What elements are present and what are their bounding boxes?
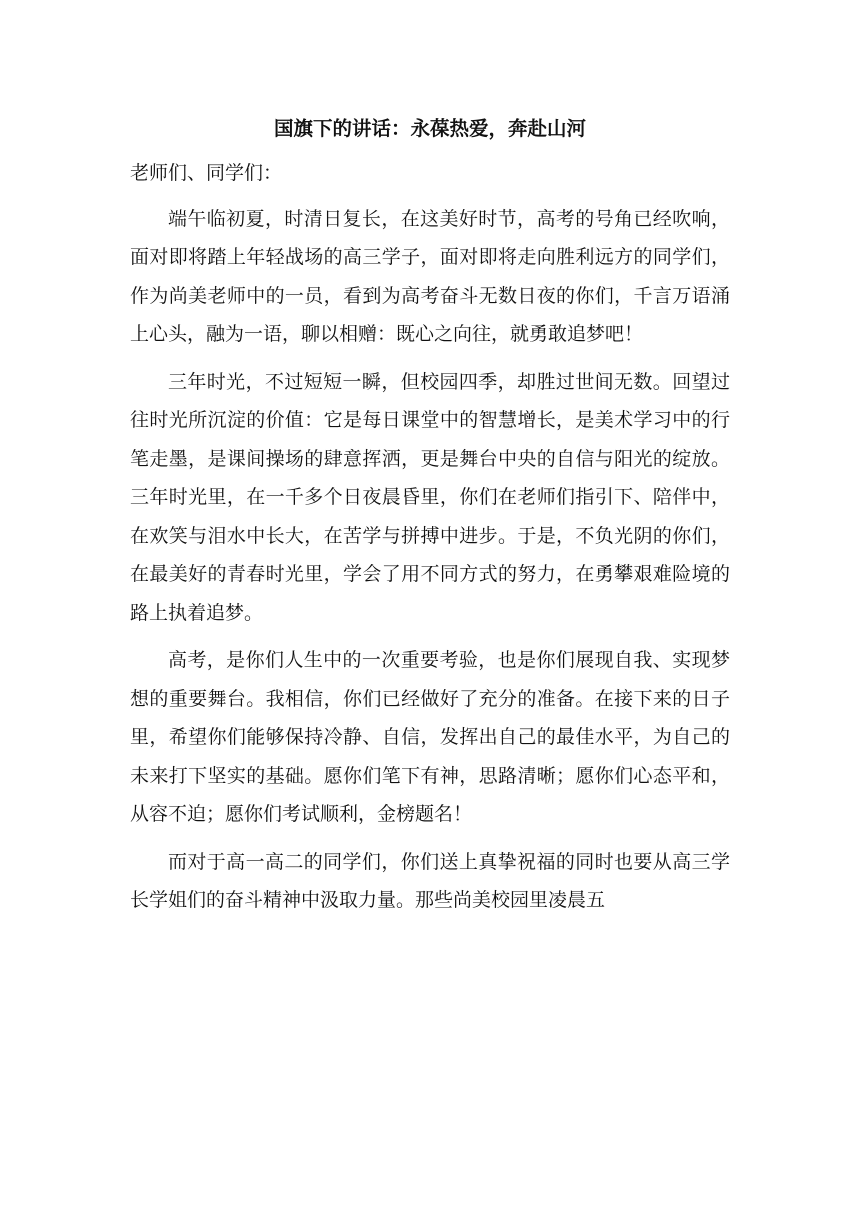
greeting: 老师们、同学们：: [130, 162, 283, 184]
document-title: 国旗下的讲话：永葆热爱，奔赴山河: [273, 117, 586, 140]
paragraph-4: 而对于高一高二的同学们，你们送上真挚祝福的同时也要从高三学长学姐们的奋斗精神中汲取力量。那些尚美校园里凌晨五: [130, 850, 730, 911]
document-body: [130, 110, 730, 929]
paragraph-3: 高考，是你们人生中的一次重要考验，也是你们展现自我、实现梦想的重要舞台。我相信，你们已经做好了充分的准备。在接下来的日子里，希望你们能够保持冷静、自信，发挥出自己的最佳水平，为自己的未来打下坚实的基础。愿你们笔下有神，思路清晰；愿你们心态平和，从容不迫；愿你们考试顺利，金榜题名！: [130, 649, 730, 825]
paragraph-1: 端午临初夏，时清日复长，在这美好时节，高考的号角已经吹响，面对即将踏上年轻战场的高三学子，面对即将走向胜利远方的同学们，作为尚美老师中的一员，看到为高考奋斗无数日夜的你们，千言万语涌上心头，融为一语，聊以相赠：既心之向往，就勇敢追梦吧！: [130, 207, 730, 345]
paragraph-2: 三年时光，不过短短一瞬，但校园四季，却胜过世间无数。回望过往时光所沉淀的价值：它是每日课堂中的智慧增长，是美术学习中的行笔走墨，是课间操场的肆意挥洒，更是舞台中央的自信与阳光的绽放。三年时光里，在一千多个日夜晨昏里，你们在老师们指引下、陪伴中，在欢笑与泪水中长大，在苦学与拼搏中进步。于是，不负光阴的你们，在最美好的青春时光里，学会了用不同方式的努力，在勇攀艰难险境的路上执着追梦。: [130, 370, 730, 624]
